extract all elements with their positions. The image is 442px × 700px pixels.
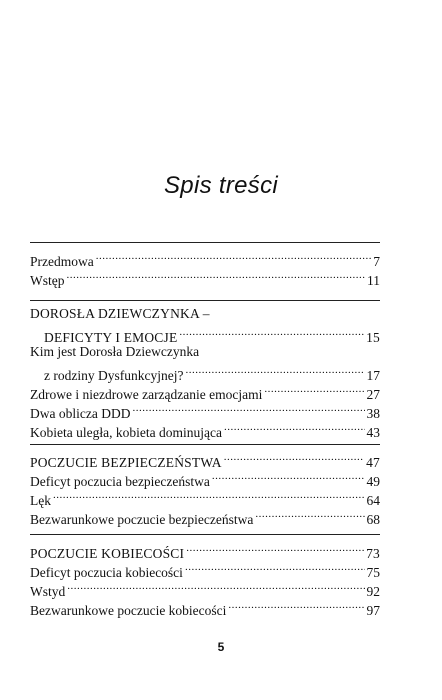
section-divider bbox=[30, 242, 380, 243]
section-header-line: DOROSŁA DZIEWCZYNKA – bbox=[30, 306, 210, 321]
toc-entry-label: Dwa oblicza DDD bbox=[30, 406, 131, 421]
toc-entry bbox=[30, 577, 380, 599]
toc-entry bbox=[30, 486, 380, 508]
section-divider bbox=[30, 300, 380, 301]
dot-leader bbox=[67, 266, 366, 285]
toc-entry-label: Kobieta uległa, kobieta dominująca bbox=[30, 425, 222, 440]
section-header-page: 15 bbox=[366, 330, 380, 345]
dot-leader bbox=[53, 486, 365, 505]
toc-entry-label: Przedmowa bbox=[30, 254, 94, 269]
dot-leader bbox=[212, 467, 365, 486]
toc-entry bbox=[30, 266, 380, 288]
dot-leader bbox=[228, 596, 364, 615]
toc-entry bbox=[30, 418, 380, 440]
toc-entry-label: Lęk bbox=[30, 493, 51, 508]
toc-entry-label: Wstyd bbox=[30, 584, 66, 599]
toc-entry bbox=[30, 399, 380, 421]
toc-entry-label: Bezwarunkowe poczucie bezpieczeństwa bbox=[30, 512, 254, 527]
dot-leader bbox=[224, 448, 364, 467]
section-header bbox=[30, 448, 380, 470]
dot-leader bbox=[264, 380, 364, 399]
section-header bbox=[30, 539, 380, 561]
section-header-page: 47 bbox=[366, 455, 380, 470]
toc-entry-page: 92 bbox=[366, 584, 380, 599]
page-title: Spis treści bbox=[164, 172, 278, 199]
dot-leader bbox=[132, 399, 364, 418]
toc-entry bbox=[30, 467, 380, 489]
dot-leader bbox=[185, 558, 365, 577]
toc-entry-page: 38 bbox=[366, 406, 380, 421]
toc-entry-label: Bezwarunkowe poczucie kobiecości bbox=[30, 603, 227, 618]
section-divider bbox=[30, 534, 380, 535]
section-header-label: POCZUCIE BEZPIECZEŃSTWA bbox=[30, 455, 222, 470]
dot-leader bbox=[255, 505, 364, 524]
toc-entry-page: 7 bbox=[373, 254, 380, 269]
toc-entry-label: z rodziny Dysfunkcyjnej? bbox=[44, 368, 184, 383]
toc-entry bbox=[30, 558, 380, 580]
toc-entry-label: Deficyt poczucia bezpieczeństwa bbox=[30, 474, 210, 489]
dot-leader bbox=[67, 577, 364, 596]
toc-entry-page: 43 bbox=[366, 425, 380, 440]
page-number: 5 bbox=[217, 640, 225, 654]
toc-entry-page: 17 bbox=[366, 368, 380, 383]
toc-entry-label: Wstęp bbox=[30, 273, 65, 288]
dot-leader bbox=[179, 323, 364, 342]
toc-entry-label: Deficyt poczucia kobiecości bbox=[30, 565, 183, 580]
dot-leader bbox=[186, 539, 364, 558]
toc-entry bbox=[30, 505, 380, 527]
toc-entry-page: 49 bbox=[366, 474, 380, 489]
toc-entry-page: 64 bbox=[366, 493, 380, 508]
section-header-label: POCZUCIE KOBIECOŚCI bbox=[30, 546, 185, 561]
section-header-label: DEFICYTY I EMOCJE bbox=[44, 330, 178, 345]
toc-entry-page: 11 bbox=[367, 273, 380, 288]
dot-leader bbox=[96, 247, 372, 266]
section-header-page: 73 bbox=[366, 546, 380, 561]
toc-entry-page: 27 bbox=[366, 387, 380, 402]
toc-entry-page: 75 bbox=[366, 565, 380, 580]
toc-entry-line: Kim jest Dorosła Dziewczynka bbox=[30, 344, 200, 359]
toc-entry bbox=[44, 361, 380, 383]
section-header bbox=[44, 323, 380, 345]
toc-entry-page: 97 bbox=[366, 603, 380, 618]
section-divider bbox=[30, 444, 380, 445]
toc-entry-label: Zdrowe i niezdrowe zarządzanie emocjami bbox=[30, 387, 263, 402]
toc-entry-page: 68 bbox=[366, 512, 380, 527]
dot-leader bbox=[185, 361, 364, 380]
toc-entry bbox=[30, 380, 380, 402]
toc-entry bbox=[30, 596, 380, 618]
toc-entry bbox=[30, 247, 380, 269]
dot-leader bbox=[224, 418, 365, 437]
